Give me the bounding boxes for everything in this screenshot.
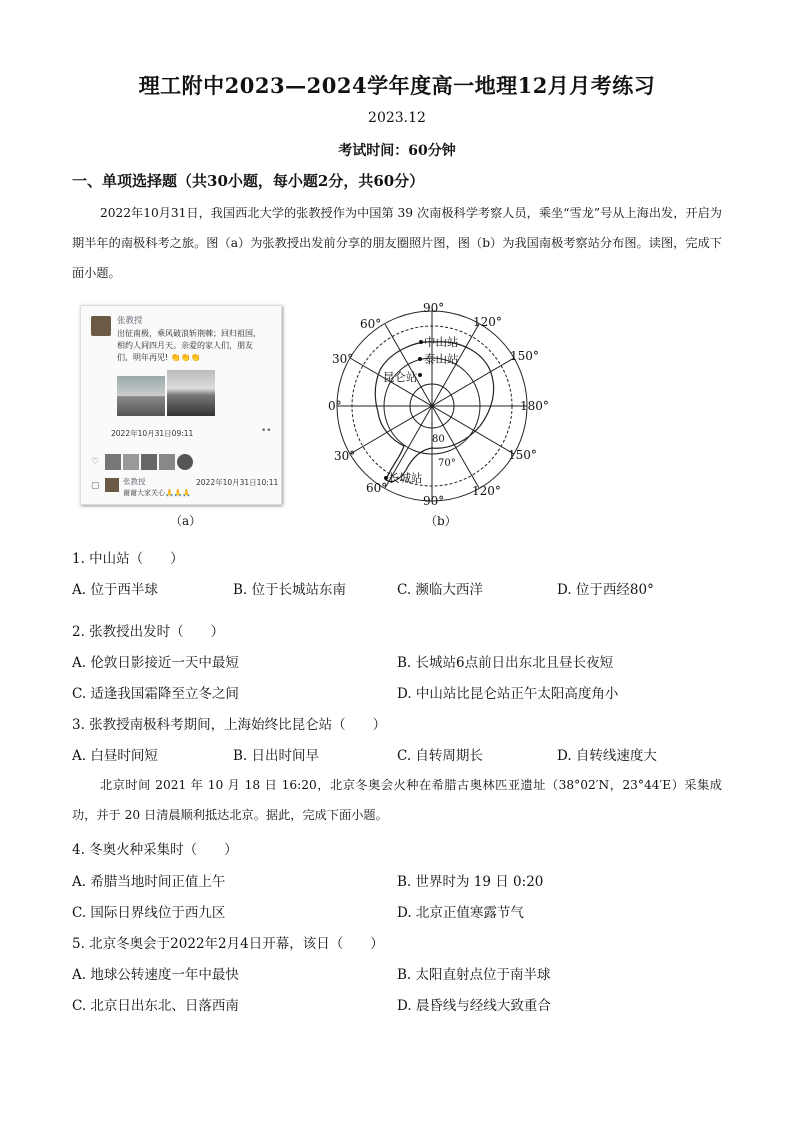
q3-option-d[interactable]: D. 自转线速度大 [557, 748, 657, 764]
zhongshan-dot [419, 340, 423, 344]
q3-option-c[interactable]: C. 自转周期长 [397, 748, 483, 764]
q5-option-a[interactable]: A. 地球公转速度一年中最快 [72, 967, 239, 983]
q1-option-a[interactable]: A. 位于西半球 [72, 582, 158, 598]
q2-option-c[interactable]: C. 适逢我国霜降至立冬之间 [72, 686, 239, 702]
heart-icon[interactable]: ♡ [91, 457, 100, 467]
q5-option-d[interactable]: D. 晨昏线与经线大致重合 [397, 998, 551, 1014]
q1-option-d[interactable]: D. 位于西经80° [557, 582, 654, 598]
station-kunlun: 昆仑站 [383, 370, 418, 384]
passage-2: 北京时间 2021 年 10 月 18 日 16:20，北京冬奥会火种在希腊古奥林匹亚遗址（38°02′N，23°44′E）采集成功，并于 20 日清晨顺利抵达北京。据此，完成下面小题。 [72, 778, 722, 822]
post-text: 出征南极，乘风破浪斩荆棘；回归祖国，相约人间四月天。亲爱的家人们，朋友们，明年再见! 👏👏👏 [117, 329, 261, 362]
label-120-br: 120° [472, 484, 501, 498]
q2-option-d[interactable]: D. 中山站比昆仑站正午太阳高度角小 [397, 686, 619, 702]
q2-option-b[interactable]: B. 长城站6点前日出东北且昼长夜短 [397, 655, 614, 671]
label-120-tr: 120° [473, 315, 502, 329]
label-30-ll: 30° [334, 449, 356, 463]
figure-b-antarctic-map [320, 300, 560, 515]
taishan-dot [418, 357, 422, 361]
more-icon[interactable]: •• [261, 426, 272, 436]
question-4-stem: 4. 冬奥火种采集时（ ） [72, 842, 238, 858]
q1-option-b[interactable]: B. 位于长城站东南 [233, 582, 347, 598]
like-avatar [105, 454, 121, 470]
page-title: 理工附中2023—2024学年度高一地理12月月考练习 [138, 73, 656, 98]
label-0: 0° [328, 399, 342, 413]
reply-user: 张教授 [123, 477, 146, 486]
label-90-top: 90° [423, 301, 445, 315]
post-photo-2 [167, 370, 215, 416]
q4-option-b[interactable]: B. 世界时为 19 日 0:20 [397, 874, 544, 890]
figure-b-caption: （b） [425, 514, 457, 528]
section-heading: 一、单项选择题（共30小题，每小题2分，共60分） [72, 172, 425, 190]
q4-option-a[interactable]: A. 希腊当地时间正值上午 [72, 874, 226, 890]
label-150-ur: 150° [510, 349, 539, 363]
figure-a-moments-post [80, 305, 282, 505]
label-lat-70: 70° [438, 458, 456, 469]
like-avatar [177, 454, 193, 470]
post-photo-1 [117, 376, 165, 416]
q5-option-c[interactable]: C. 北京日出东北、日落西南 [72, 998, 239, 1014]
q1-option-c[interactable]: C. 濒临大西洋 [397, 582, 483, 598]
q2-option-a[interactable]: A. 伦敦日影接近一天中最短 [72, 655, 239, 671]
post-user: 张教授 [117, 316, 143, 326]
q4-option-d[interactable]: D. 北京正值寒露节气 [397, 905, 524, 921]
reply-text: 谢谢大家关心🙏🙏🙏 [123, 489, 192, 497]
question-2-stem: 2. 张教授出发时（ ） [72, 624, 225, 640]
changcheng-dot [384, 476, 388, 480]
station-changcheng: 长城站 [388, 471, 423, 485]
label-150-lr: 150° [508, 448, 537, 462]
passage-1: 2022年10月31日，我国西北大学的张教授作为中国第 39 次南极科学考察人员，乘坐“雪龙”号从上海出发，开启为期半年的南极科考之旅。图（a）为张教授出发前分享的朋友圈照片图，图（b）为我国南极考察站分布图。读图，完成下面小题。 [72, 206, 722, 280]
like-avatar [159, 454, 175, 470]
reply-avatar [105, 478, 119, 492]
label-60-bl: 60° [366, 481, 388, 495]
like-avatar [123, 454, 139, 470]
q5-option-b[interactable]: B. 太阳直射点位于南半球 [397, 967, 551, 983]
question-3-stem: 3. 张教授南极科考期间，上海始终比昆仑站（ ） [72, 717, 387, 733]
avatar [91, 316, 111, 336]
exam-time: 考试时间：60分钟 [338, 143, 456, 159]
station-taishan: 泰山站 [424, 352, 459, 366]
exam-date: 2023.12 [368, 110, 426, 126]
label-90-bottom: 90° [423, 494, 445, 508]
label-30-ul: 30° [332, 352, 354, 366]
label-lat-80: 80 [432, 434, 445, 445]
kunlun-dot [418, 373, 422, 377]
question-5-stem: 5. 北京冬奥会于2022年2月4日开幕，该日（ ） [72, 936, 384, 952]
label-180: 180° [520, 399, 549, 413]
question-1-stem: 1. 中山站（ ） [72, 551, 184, 567]
reply-time: 2022年10月31日10:11 [196, 478, 279, 487]
station-zhongshan: 中山站 [424, 335, 459, 349]
label-60-tl: 60° [360, 317, 382, 331]
figure-a-caption: （a） [170, 514, 202, 528]
comment-icon[interactable]: ▢ [91, 481, 100, 491]
q3-option-a[interactable]: A. 白昼时间短 [72, 748, 158, 764]
post-time: 2022年10月31日09:11 [111, 429, 194, 438]
q3-option-b[interactable]: B. 日出时间早 [233, 748, 320, 764]
like-avatar [141, 454, 157, 470]
q4-option-c[interactable]: C. 国际日界线位于西九区 [72, 905, 226, 921]
